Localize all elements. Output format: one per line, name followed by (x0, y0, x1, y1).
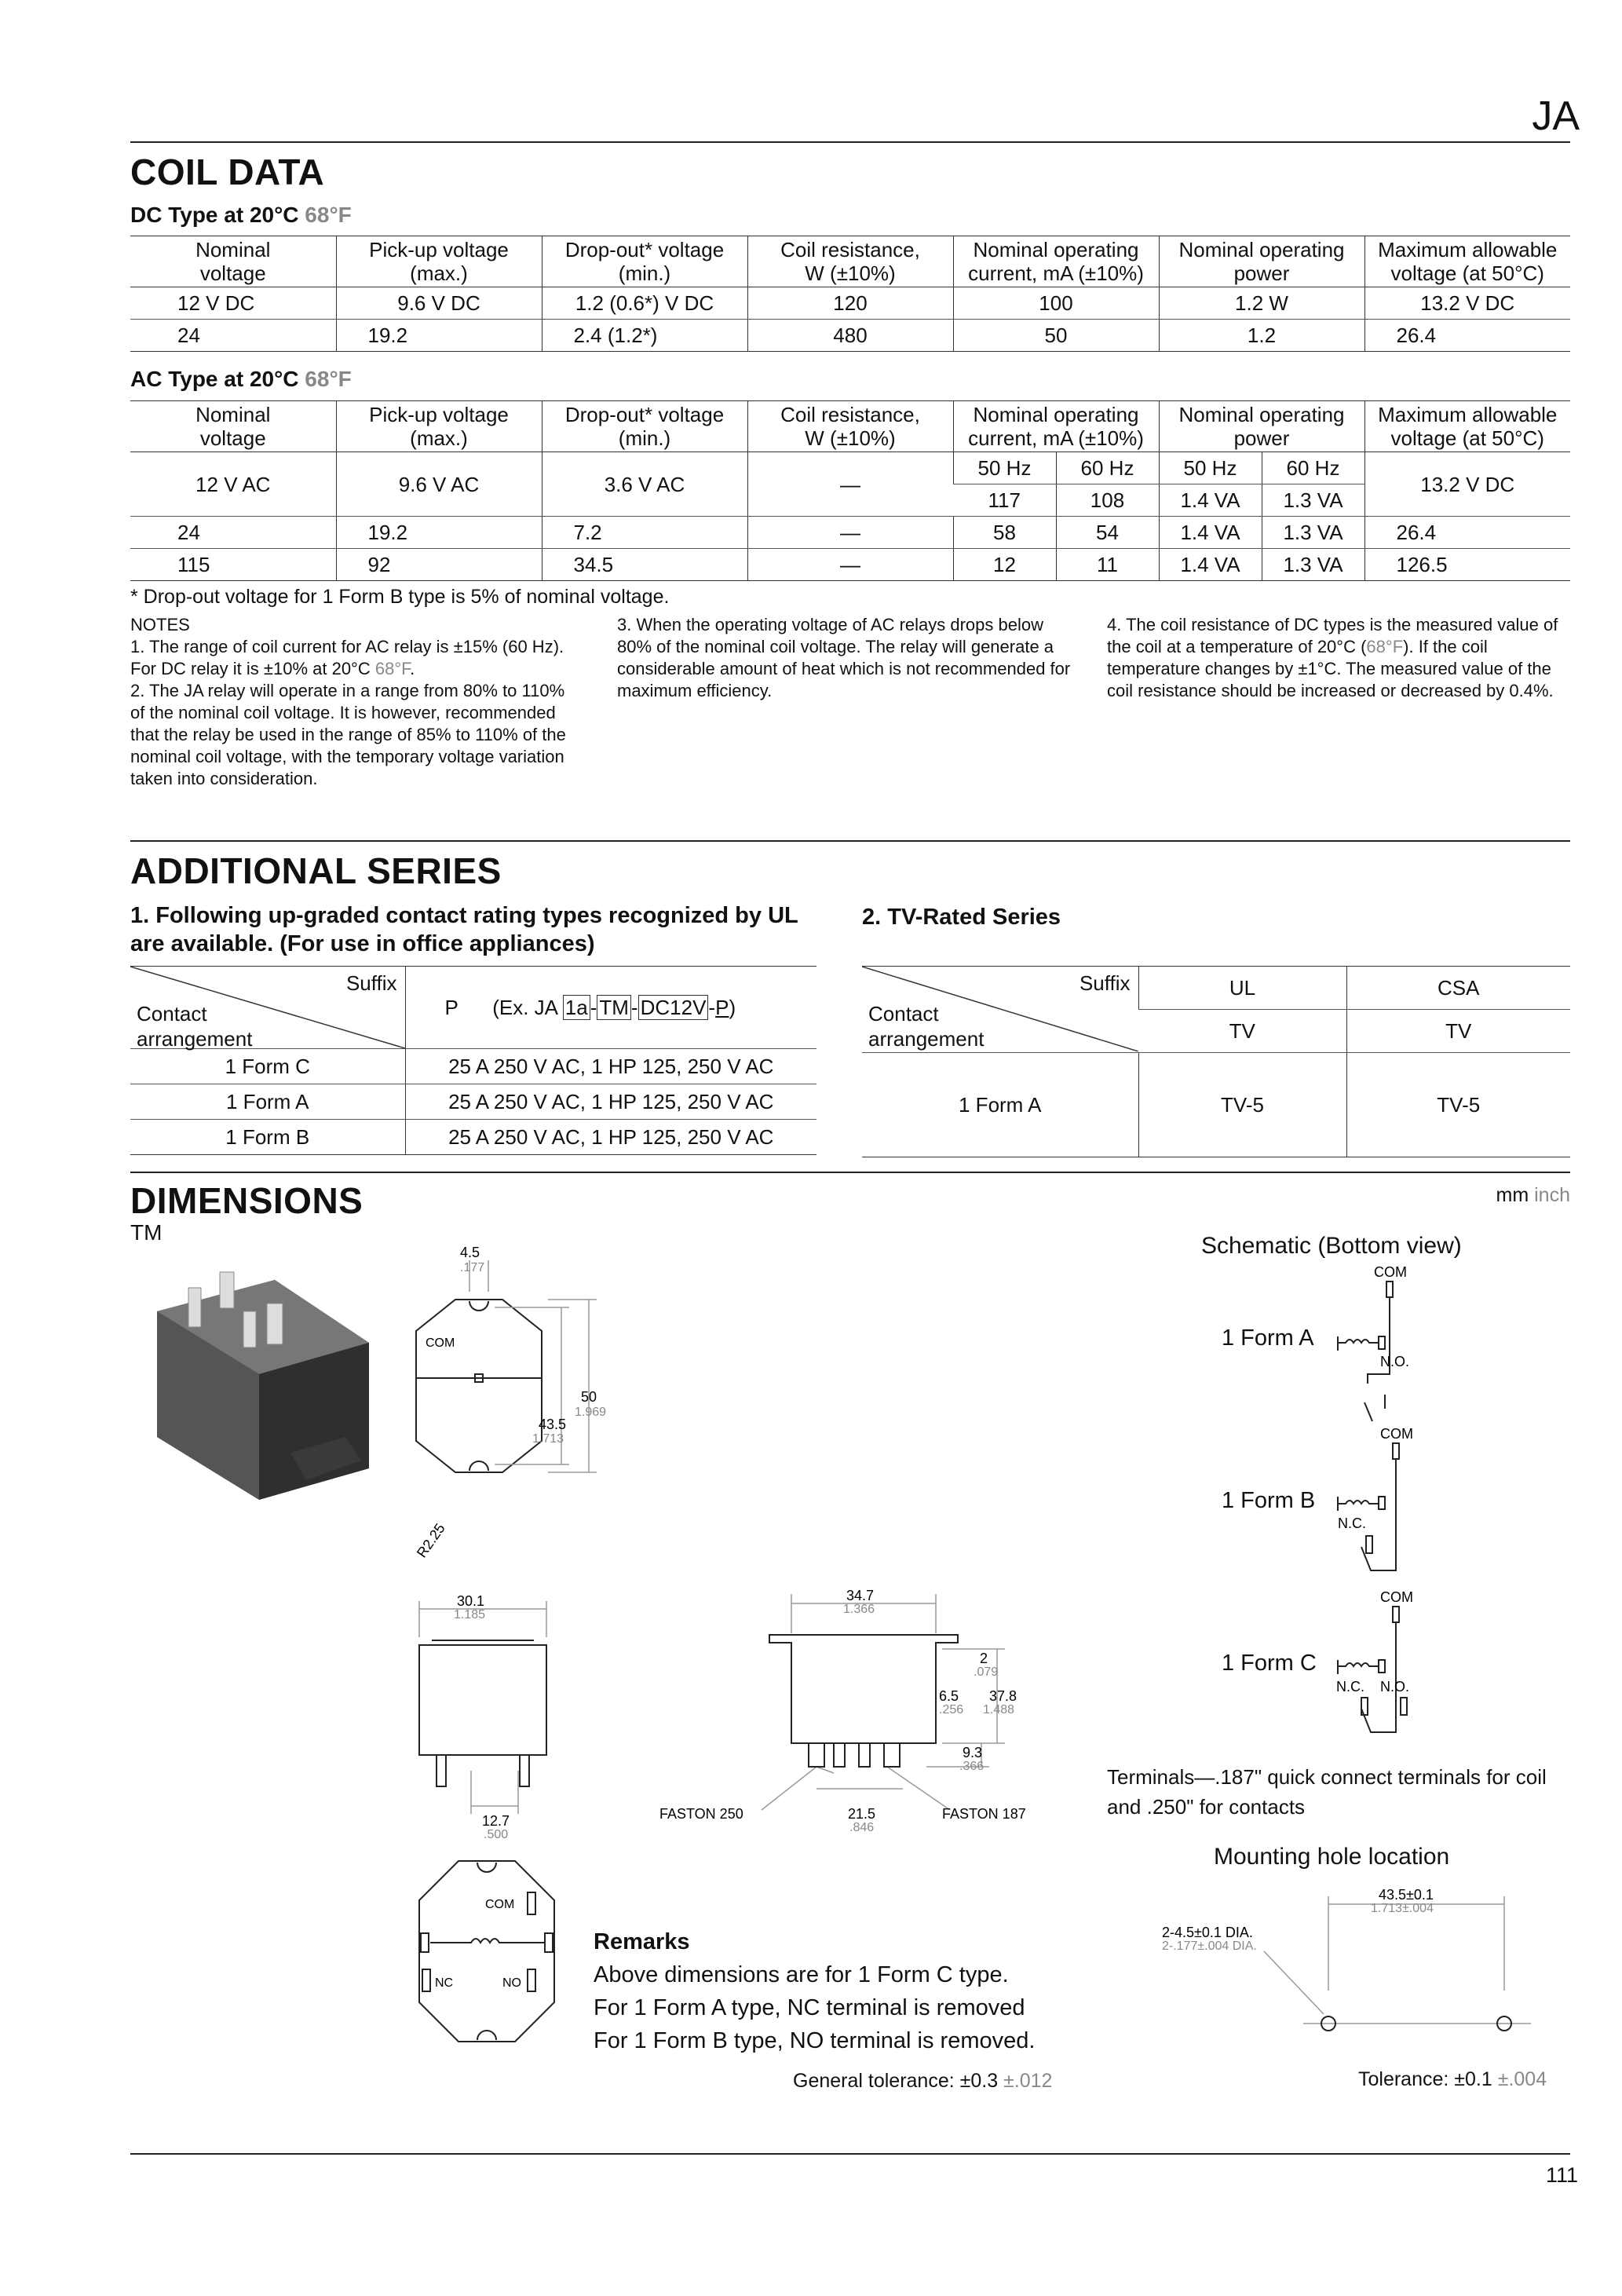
bottom-com: COM (485, 1898, 515, 1911)
notes-title: NOTES (130, 615, 190, 634)
faston-187: FASTON 187 (942, 1806, 1026, 1822)
dim-177: .177 (460, 1261, 485, 1274)
table-row: 12 V AC 9.6 V AC 3.6 V AC — 50 Hz 60 Hz 50 Hz 60 Hz 13.2 V DC (130, 452, 1570, 484)
dim-256: .256 (939, 1703, 964, 1717)
units-label: mm inch (1496, 1184, 1570, 1206)
note-3: 3. When the operating voltage of AC relays drops below 80% of the nominal coil voltage. The relay will generate a considerable amount of heat which is not recommended for maximum efficiency. (617, 615, 1071, 700)
dim-12-7: 12.7 (482, 1813, 510, 1829)
remark-1: Above dimensions are for 1 Form C type. (594, 1962, 1009, 1987)
mh-dia-inch: 2-.177±.004 DIA. (1162, 1940, 1257, 1953)
tv-rating-table (862, 966, 1570, 1157)
ac-coil-table (130, 400, 1570, 581)
dim-30-1: 30.1 (457, 1593, 485, 1609)
tv-csa: TV (1346, 1010, 1570, 1053)
col-pickup: Pick-up voltage (max.) (336, 401, 542, 452)
ac-type-heading (130, 367, 352, 392)
section-rule (130, 840, 1570, 842)
col-power: Nominal operating power (1159, 236, 1364, 287)
dim-1713: 1.713 (532, 1432, 564, 1446)
sch-nc-b: N.C. (1338, 1515, 1366, 1531)
col-pickup: Pick-up voltage (max.) (336, 236, 542, 287)
table-row: 117 108 1.4 VA 1.3 VA (130, 484, 1570, 517)
bottom-nc: NC (435, 1976, 454, 1990)
mh-dia: 2-4.5±0.1 DIA. (1162, 1925, 1253, 1940)
bottom-no: NO (502, 1976, 521, 1990)
mounting-title: Mounting hole location (1214, 1844, 1450, 1870)
col-dropout: Drop-out* voltage (min.) (542, 401, 747, 452)
top-view-drawing (400, 1245, 636, 1574)
form-a-label: 1 Form A (1222, 1325, 1314, 1351)
mounting-hole-drawing (1162, 1881, 1570, 2038)
col-max-voltage: Maximum allowable voltage (at 50°C) (1364, 401, 1570, 452)
col-power: Nominal operating power (1159, 401, 1364, 452)
suffix-header: Suffix Contact arrangement (130, 967, 405, 1049)
csa-header: CSA (1346, 967, 1570, 1010)
col-dropout: Drop-out* voltage (min.) (542, 236, 747, 287)
additional-item2-title: 2. TV-Rated Series (862, 905, 1061, 930)
tv-suffix-header: Suffix Contact arrangement (862, 967, 1138, 1053)
form-c-label: 1 Form C (1222, 1651, 1317, 1676)
table-row: 1 Form A TV-5 TV-5 (862, 1053, 1570, 1157)
col-nominal-voltage: Nominal voltage (130, 401, 336, 452)
col-max-voltage: Maximum allowable voltage (at 50°C) (1364, 236, 1570, 287)
front-view-drawing (652, 1586, 1060, 1837)
series-label: JA (1532, 93, 1580, 139)
dc-heading-text: DC Type at 20°C (130, 203, 299, 227)
coil-data-title: COIL DATA (130, 152, 325, 192)
table-row: 1 Form C 25 A 250 V AC, 1 HP 125, 250 V AC (130, 1049, 816, 1084)
dc-coil-table (130, 236, 1570, 352)
note-2: 2. The JA relay will operate in a range from 80% to 110% of the nominal coil voltage. It is however, recommended that the relay be used in the range of 85% to 110% of the nominal coil voltage, with the temporary voltage variation taken into consideration. (130, 681, 566, 788)
tv-ul: TV (1229, 1018, 1255, 1043)
dim-1488: 1.488 (983, 1703, 1015, 1717)
dim-1969: 1.969 (575, 1406, 607, 1419)
ac-heading-f: 68°F (305, 367, 352, 391)
dc-type-heading (130, 203, 352, 228)
dim-50: 50 (581, 1389, 597, 1405)
dim-6-5: 6.5 (939, 1688, 959, 1704)
dim-2: 2 (980, 1651, 988, 1666)
remarks (594, 1925, 1035, 2057)
dim-366: .366 (959, 1760, 985, 1773)
dropout-footnote: * Drop-out voltage for 1 Form B type is 5% of nominal voltage. (130, 586, 670, 608)
sch-no-c: N.O. (1380, 1679, 1410, 1695)
col-current: Nominal operating current, mA (±10%) (953, 236, 1159, 287)
dim-500: .500 (484, 1828, 509, 1841)
table-row: 12 V DC 9.6 V DC 1.2 (0.6*) V DC 120 100 1.2 W 13.2 V DC (130, 287, 1570, 320)
model-tm: TM (130, 1220, 163, 1245)
sch-no-a: N.O. (1380, 1354, 1410, 1369)
table-row: 24 19.2 2.4 (1.2*) 480 50 1.2 26.4 (130, 320, 1570, 352)
ul-header: UL (1138, 967, 1346, 1010)
dim-9-3: 9.3 (963, 1745, 983, 1760)
dim-43-5: 43.5 (539, 1417, 567, 1432)
table-row: 1 Form B 25 A 250 V AC, 1 HP 125, 250 V AC (130, 1120, 816, 1155)
dim-21-5: 21.5 (848, 1806, 876, 1822)
sch-com-c: COM (1380, 1589, 1413, 1605)
dim-37-8: 37.8 (989, 1688, 1017, 1704)
side-view-drawing (408, 1590, 565, 1849)
ac-heading-text: AC Type at 20°C (130, 367, 299, 391)
relay-photo (141, 1256, 377, 1508)
mh-dim-inch: 1.713±.004 (1371, 1902, 1434, 1915)
col-resistance: Coil resistance, W (±10%) (747, 401, 953, 452)
table-row: 115 92 34.5 — 12 11 1.4 VA 1.3 VA 126.5 (130, 549, 1570, 581)
page-number: 111 (1545, 2163, 1578, 2187)
dc-heading-f: 68°F (305, 203, 352, 227)
dim-846: .846 (849, 1821, 875, 1834)
table-row: 24 19.2 7.2 — 58 54 1.4 VA 1.3 VA 26.4 (130, 517, 1570, 549)
dim-r2-25: R2.25 (413, 1520, 448, 1561)
dimensions-title: DIMENSIONS (130, 1180, 363, 1221)
dim-079: .079 (974, 1665, 999, 1679)
bottom-view-drawing (408, 1845, 565, 2057)
remark-2: For 1 Form A type, NC terminal is removed (594, 1995, 1025, 2020)
table-row: 1 Form A 25 A 250 V AC, 1 HP 125, 250 V AC (130, 1084, 816, 1120)
col-current: Nominal operating current, mA (±10%) (953, 401, 1159, 452)
dim-4-5: 4.5 (460, 1245, 480, 1260)
additional-series-title: ADDITIONAL SERIES (130, 850, 502, 891)
general-tolerance: General tolerance: ±0.3 ±.012 (793, 2070, 1053, 2092)
notes-col-1 (130, 614, 578, 790)
terminals-note: Terminals—.187" quick connect terminals for coil and .250" for contacts (1107, 1765, 1547, 1819)
sch-com-b: COM (1380, 1426, 1413, 1442)
schematic-diagram (1335, 1264, 1492, 1751)
schematic-title: Schematic (Bottom view) (1201, 1233, 1462, 1259)
footer-rule (130, 2153, 1570, 2155)
tolerance: Tolerance: ±0.1 ±.004 (1358, 2068, 1547, 2090)
header-rule (130, 141, 1570, 143)
remarks-title: Remarks (594, 1929, 690, 1954)
dim-1366: 1.366 (843, 1603, 875, 1616)
dim-1185: 1.185 (454, 1608, 486, 1621)
col-resistance: Coil resistance, W (±10%) (747, 236, 953, 287)
ul-rating-table (130, 966, 816, 1155)
note-1: 1. The range of coil current for AC relay is ±15% (60 Hz). For DC relay it is ±10% at 20°C 68°F. (130, 637, 564, 678)
suffix-p-example: P (Ex. JA 1a - TM - DC12V -P) (405, 967, 816, 1049)
sch-com-a: COM (1374, 1264, 1407, 1280)
dim-34-7: 34.7 (846, 1588, 875, 1603)
additional-item1-title: 1. Following up-graded contact rating types recognized by UL are available. (For use in office appliances) (130, 903, 798, 956)
com-label: COM (426, 1336, 455, 1350)
faston-250: FASTON 250 (659, 1806, 743, 1822)
section-rule (130, 1172, 1570, 1173)
note-4: 4. The coil resistance of DC types is the measured value of the coil at a temperature of 20°C (68°F). If the coil temperature changes by ±1°C. The measured value of the coil resistance should be increased or decreased by 0.4%. (1107, 615, 1558, 700)
col-nominal-voltage: Nominal voltage (130, 236, 336, 287)
form-b-label: 1 Form B (1222, 1488, 1316, 1513)
remark-3: For 1 Form B type, NO terminal is removed. (594, 2028, 1036, 2053)
sch-nc-c: N.C. (1336, 1679, 1364, 1695)
mh-dim: 43.5±0.1 (1379, 1887, 1434, 1903)
